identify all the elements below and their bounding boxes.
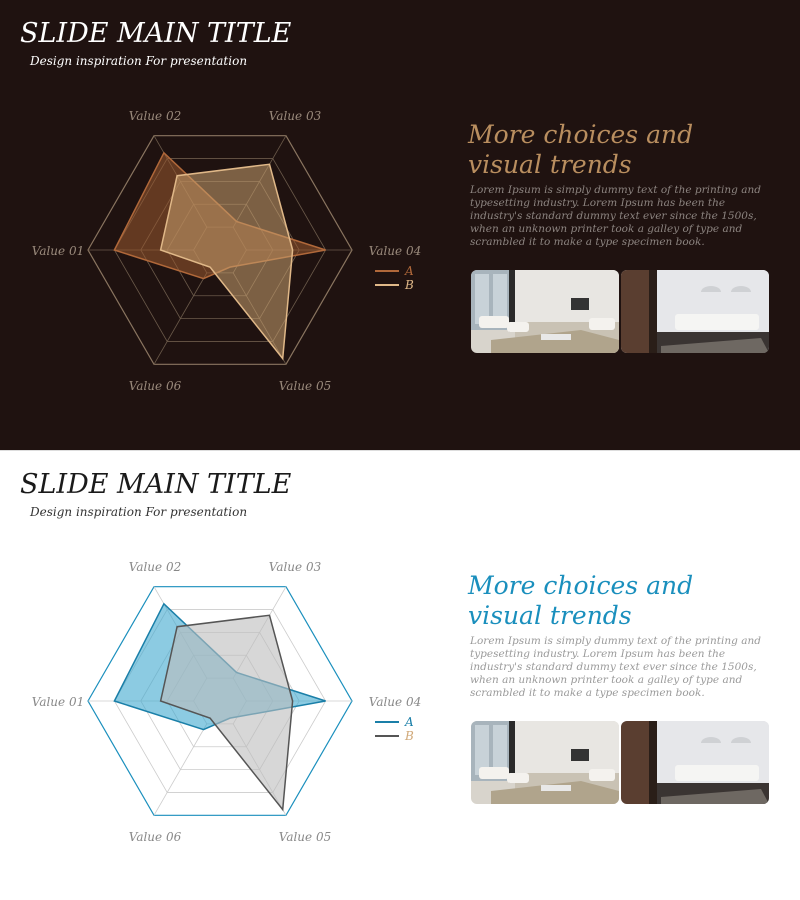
interior-photo-bedroom: [621, 270, 769, 353]
legend-label: B: [405, 729, 414, 743]
legend-label: A: [405, 264, 414, 278]
radar-axis-label: Value 03: [268, 560, 322, 574]
radar-axis-label: Value 06: [128, 379, 182, 393]
heading-line-1: More choices and: [468, 120, 694, 149]
heading-line-1: More choices and: [468, 571, 694, 600]
slide-subtitle: Design inspiration For presentation: [30, 54, 248, 68]
legend-label: A: [405, 715, 414, 729]
interior-photo-living-room: [471, 721, 619, 804]
radar-axis-label: Value 04: [368, 695, 422, 709]
slide-title: SLIDE MAIN TITLE: [20, 18, 292, 49]
heading-line-2: visual trends: [468, 601, 632, 630]
radar-chart: [20, 551, 430, 851]
radar-axis-label: Value 01: [31, 695, 85, 709]
radar-axis-label: Value 04: [368, 244, 422, 258]
radar-chart: [20, 100, 430, 400]
radar-axis-label: Value 03: [268, 109, 322, 123]
radar-axis-label: Value 01: [31, 244, 85, 258]
radar-axis-label: Value 05: [278, 830, 332, 844]
radar-axis-label: Value 02: [128, 109, 182, 123]
section-heading: [468, 571, 788, 631]
slide-title: SLIDE MAIN TITLE: [20, 469, 292, 500]
radar-axis-label: Value 06: [128, 830, 182, 844]
slide-subtitle: Design inspiration For presentation: [30, 505, 248, 519]
heading-line-2: visual trends: [468, 150, 632, 179]
radar-axis-label: Value 02: [128, 560, 182, 574]
legend-label: B: [405, 278, 414, 292]
section-heading: [468, 120, 788, 180]
slide-light: [0, 450, 800, 900]
interior-photo-bedroom: [621, 721, 769, 804]
body-text: Lorem Ipsum is simply dummy text of the printing and typesetting industry. Lorem Ipsum has been the industry's standard dummy text ever since the 1500s, when an unknown printer took a galley of type and scrambled it to make a type specimen book.: [470, 635, 761, 699]
radar-axis-label: Value 05: [278, 379, 332, 393]
body-text: Lorem Ipsum is simply dummy text of the printing and typesetting industry. Lorem Ipsum has been the industry's standard dummy text ever since the 1500s, when an unknown printer took a galley of type and scrambled it to make a type specimen book.: [470, 184, 761, 248]
interior-photo-living-room: [471, 270, 619, 353]
